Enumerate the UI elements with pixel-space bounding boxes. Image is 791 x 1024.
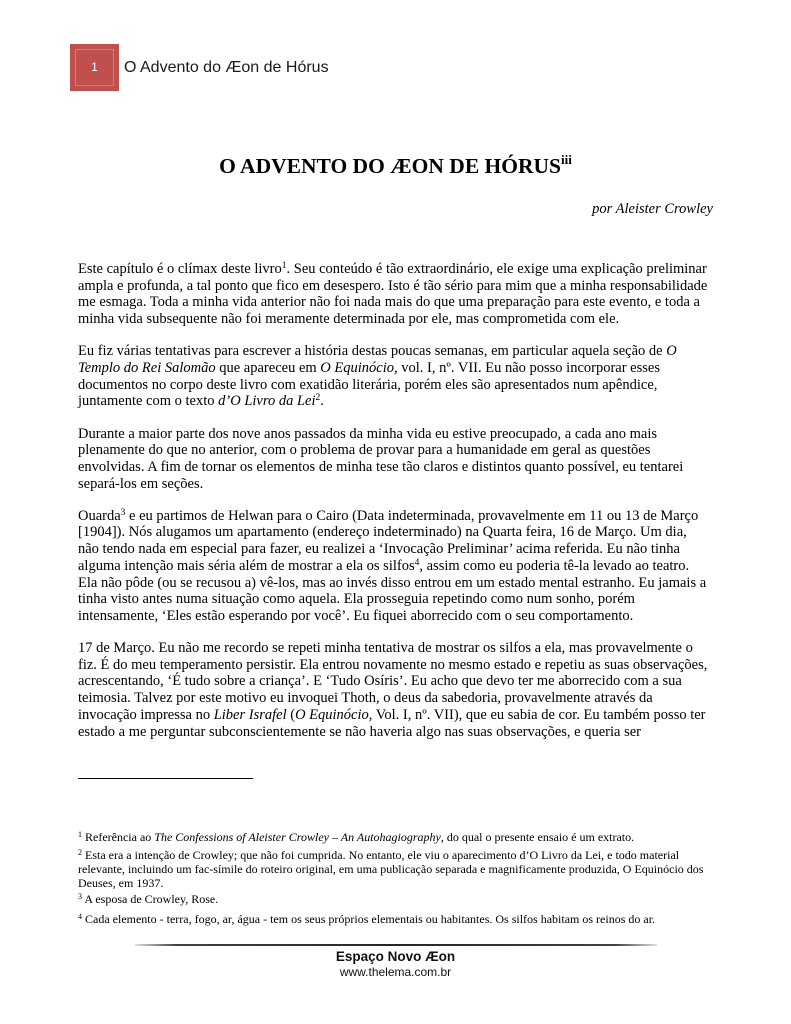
footnote-ref: 2 [78, 848, 82, 857]
text-run: Durante a maior parte dos nove anos passados da minha vida eu estive preocupado, a cada ano mais [78, 425, 657, 442]
text-run: , do qual o presente ensaio é um extrato. [440, 830, 635, 844]
text-run: relevante, incluindo um fac-símile do roteiro original, em uma publicação separada e magnificamente produzida, O Equinócio dos [78, 862, 704, 876]
text-run: tinha visto antes numa situação como aquela. Ela prosseguia repetindo como num sonho, porém [78, 591, 635, 608]
footnote-ref: 4 [414, 557, 420, 568]
footer-publisher: Espaço Novo Æon [335, 949, 456, 964]
text-line [78, 476, 778, 493]
footnote-ref: 4 [78, 912, 82, 921]
text-run: Ouarda [78, 507, 121, 524]
text-run: 17 de Março. Eu não me recordo se repeti minha tentativa de mostrar os silfos a ela, mas provavelmente o [78, 640, 693, 657]
text-run: . [320, 393, 324, 410]
document-title [0, 152, 791, 178]
text-line [78, 343, 778, 360]
text-run: e eu partimos de Helwan para o Cairo (Data indeterminada, provavelmente em 11 ou 13 de Março [125, 507, 699, 524]
text-run: documentos no corpo deste livro com exatidão literária, porém eles são apresentados num apêndice, [78, 376, 658, 393]
text-run: ( [286, 706, 296, 723]
text-run: juntamente com o texto [78, 393, 219, 410]
text-run: estado a me perguntar subconscientemente se não haveria algo nas suas observações, e queria ser [78, 723, 642, 740]
paragraph [78, 426, 778, 493]
footnote [78, 912, 655, 926]
text-run: minha vida subsequente não foi meramente determinada por ele, mas comprometida com ele. [78, 311, 620, 328]
text-run: intensamente, ‘Eles estão esperando por você’. Eu fiquei aborrecido com o seu comportamento. [78, 607, 634, 624]
italic-text: Templo do Rei Salomão [78, 359, 216, 376]
italic-text: Liber Israfel [213, 706, 287, 723]
text-run: separá-los em seções. [78, 475, 204, 492]
footnote-ref: 3 [120, 507, 126, 518]
text-line [78, 541, 778, 558]
footnote-ref: 3 [78, 892, 82, 901]
text-line [78, 360, 778, 377]
text-line [78, 311, 778, 328]
italic-text: The Confessions of Aleister Crowley – An Autohagiography [154, 830, 441, 844]
text-run: A esposa de Crowley, Rose. [82, 892, 219, 906]
paragraph [78, 508, 778, 625]
italic-text: O [666, 343, 677, 360]
paragraph [78, 640, 778, 740]
footnote-line [78, 848, 703, 862]
footnote-ref: 2 [315, 393, 321, 404]
italic-text: d’O Livro da Lei [218, 393, 316, 410]
italic-text: O Equinócio [295, 706, 369, 723]
footnote-line [78, 830, 634, 844]
text-run: invocação impressa no [78, 706, 214, 723]
text-run: me esmaga. Toda a minha vida anterior não foi nada mais do que uma preparação para este evento, e toda a [78, 294, 700, 311]
footnote-line [78, 876, 703, 890]
footnote-line [78, 912, 655, 926]
italic-text: O Equinócio [320, 359, 394, 376]
text-line [78, 591, 778, 608]
paragraph [78, 261, 778, 328]
text-line [78, 459, 778, 476]
text-line [78, 261, 778, 278]
text-line [78, 393, 778, 410]
footer-rule [135, 944, 657, 946]
footnote [78, 848, 703, 890]
text-line [78, 657, 778, 674]
text-run: envolvidas. A fim de tornar os elementos de minha tese tão claros e distintos quanto possível, eu tentarei [78, 458, 684, 475]
text-line [78, 575, 778, 592]
text-run: , Vol. I, nº. VII), que eu sabia de cor. Eu também posso ter [368, 706, 706, 723]
text-line [78, 724, 778, 741]
footnote-separator [78, 778, 253, 779]
text-run: Ela não pôde (ou se recusou a) vê-los, mas ao invés disso entrou em um estado mental estranho. Eu jamais a [78, 574, 707, 591]
footer-website: www.thelema.com.br [339, 965, 452, 979]
running-header-title: O Advento do Æon de Hórus [124, 59, 329, 76]
text-run: Referência ao [82, 830, 155, 844]
text-run: Este capítulo é o clímax deste livro [78, 261, 282, 277]
text-line [78, 640, 778, 657]
text-run: alguma intenção mais séria além de mostrar a ela os silfos [78, 557, 415, 574]
footnote [78, 892, 218, 906]
page-number-badge [70, 44, 119, 91]
text-line [78, 707, 778, 724]
text-line [78, 673, 778, 690]
footnote-line [78, 862, 703, 876]
text-run: acrescentando, ‘É tudo sobre a criança’. E ‘Tudo Osíris’. Eu acho que devo ter me aborrecido com a sua [78, 673, 682, 690]
text-run: Deuses, em 1937. [78, 876, 164, 890]
text-line [78, 426, 778, 443]
text-line [78, 524, 778, 541]
title-endnote-ref: iii [561, 152, 572, 167]
text-run: . Seu conteúdo é tão extraordinário, ele exige uma explicação preliminar [286, 261, 707, 277]
author-byline: por Aleister Crowley [592, 201, 713, 217]
footnotes [78, 830, 778, 940]
title-text: O ADVENTO DO ÆON DE HÓRUS [219, 154, 561, 178]
text-line [78, 690, 778, 707]
footnote-ref: 1 [78, 830, 82, 839]
text-run: fiz. É do meu temperamento persistir. Ela entrou novamente no mesmo estado e repetiu as suas observações, [78, 656, 708, 673]
text-run: que apareceu em [215, 359, 321, 376]
text-line [78, 442, 778, 459]
footnote-line [78, 892, 218, 906]
page-number: 1 [91, 60, 98, 74]
text-run: Eu fiz várias tentativas para escrever a história destas poucas semanas, em particular aquela seção de [78, 343, 667, 360]
text-line [78, 377, 778, 394]
footnote [78, 830, 634, 844]
text-line [78, 558, 778, 575]
paragraph [78, 343, 778, 410]
body-text [78, 261, 778, 756]
text-run: não tendo nada em especial para fazer, eu realizei a ‘Invocação Preliminar’ acima referida. Eu não tinha [78, 541, 680, 558]
text-run: plenamente do que no anterior, com o problema de provar para a humanidade em geral as questões [78, 442, 651, 459]
text-run: [1904]). Nós alugamos um apartamento (endereço indeterminado) na Quarta feira, 16 de Março. Um dia, [78, 524, 687, 541]
text-run: ampla e profunda, a tal ponto que fico em desespero. Isto é tão sério para mim que a minha responsabilidade [78, 277, 708, 294]
text-line [78, 608, 778, 625]
text-run: teimosia. Talvez por este motivo eu invoquei Thoth, o deus da sabedoria, provavelmente através da [78, 690, 653, 707]
text-run: , assim como eu poderia tê-la levado ao teatro. [419, 557, 690, 574]
text-line [78, 294, 778, 311]
text-run: Cada elemento - terra, fogo, ar, água - tem os seus próprios elementais ou habitantes. Os silfos habitam os reinos do ar. [82, 912, 656, 926]
text-run: , vol. I, nº. VII. Eu não posso incorporar esses [394, 359, 660, 376]
footnote-ref: 1 [281, 261, 287, 271]
text-line [78, 278, 778, 295]
text-run: Esta era a intenção de Crowley; que não foi cumprida. No entanto, ele viu o aparecimento d’O Livro da Lei, e todo material [82, 848, 680, 862]
text-line [78, 508, 778, 525]
